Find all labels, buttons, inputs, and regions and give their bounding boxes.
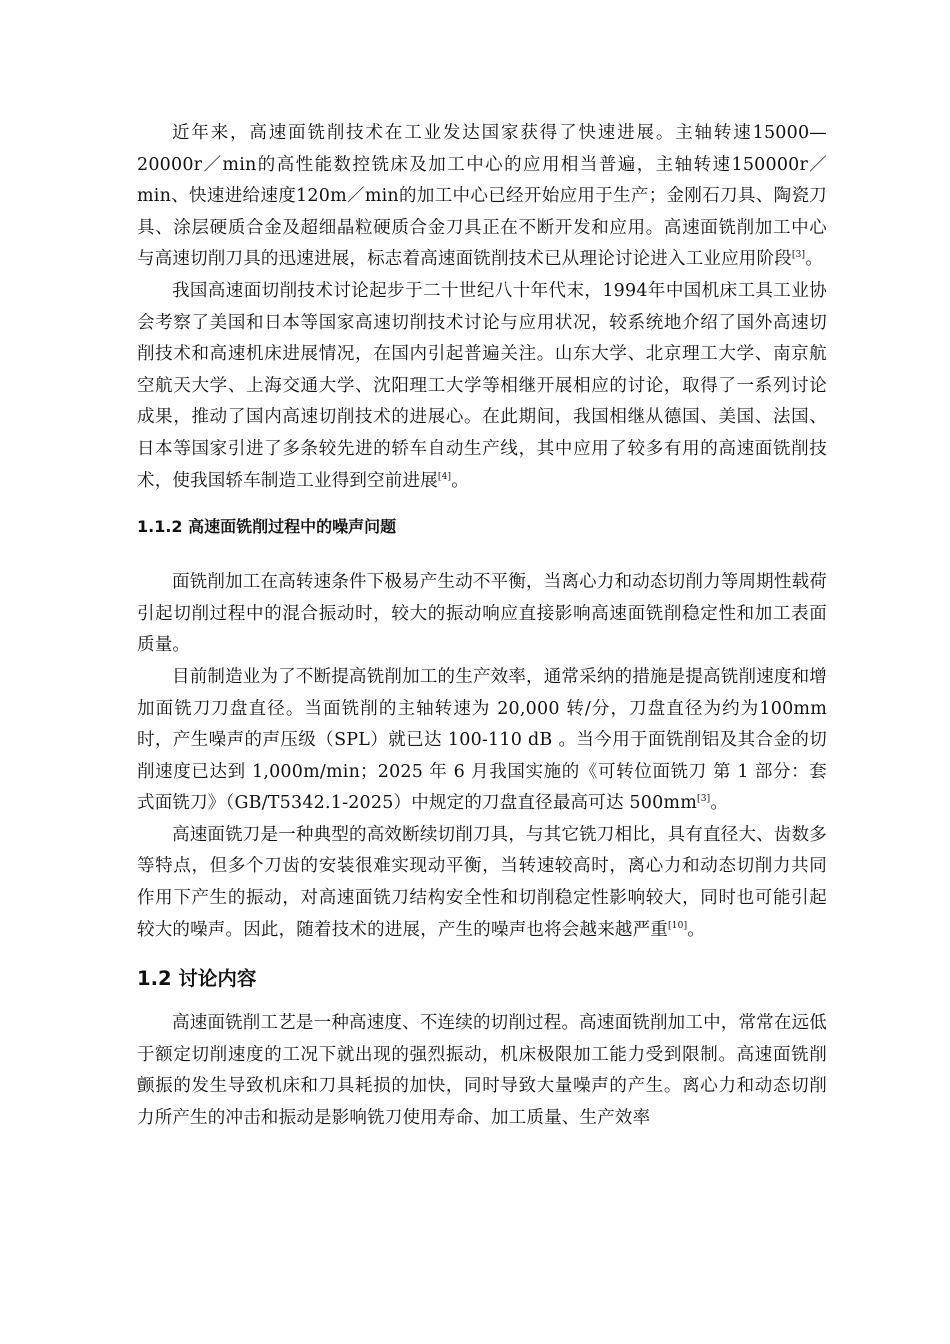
paragraph-tail: 。 [687, 919, 705, 940]
citation-ref: [10] [668, 920, 688, 931]
document-page [137, 118, 827, 1135]
paragraph-text: 目前制造业为了不断提高铣削加工的生产效率，通常采纳的措施是提高铣削速度和增加面铣刀刀盘直径。当面铣削的主轴转速为 20,000 转/分，刀盘直径为约为100mm 时，产生噪声的声压级（SPL）就已达 100-110 dB 。当今用于面铣削铝及其合金的切削速度已达到 1,000m/min；2025 年 6 月我国实施的《可转位面铣刀 第 1 部分：套式面铣刀》（GB/T5342.1-2025）中规定的刀盘直径最高可达 500mm [137, 666, 827, 814]
citation-ref: [3] [697, 794, 711, 805]
section-heading-1-2: 1.2 讨论内容 [137, 967, 257, 991]
paragraph-tail: 。 [805, 249, 823, 270]
paragraph-text: 高速面铣刀是一种典型的高效断续切削刀具，与其它铣刀相比，具有直径大、齿数多等特点，但多个刀齿的安装很难实现动平衡，当转速较高时，离心力和动态切削力共同作用下产生的振动，对高速面铣刀结构安全性和切削稳定性影响较大，同时也可能引起较大的噪声。因此，随着技术的进展，产生的噪声也将会越来越严重 [137, 824, 827, 940]
paragraph-imbalance [137, 567, 827, 662]
paragraph-tail: 。 [451, 470, 469, 491]
paragraph-face-mill-noise [137, 820, 827, 946]
citation-ref: [3] [791, 250, 806, 261]
citation-ref: [4] [437, 471, 452, 482]
paragraph-spindle-speed [137, 662, 827, 820]
section-heading-1-1-2: 1.1.2 高速面铣削过程中的噪声问题 [137, 517, 397, 537]
paragraph-text: 近年来，高速面铣削技术在工业发达国家获得了快速进展。主轴转速15000—20000r／min的高性能数控铣床及加工中心的应用相当普遍，主轴转速150000r／min、快速进给速度120m／min的加工中心已经开始应用于生产；金刚石刀具、陶瓷刀具、涂层硬质合金及超细晶粒硬质合金刀具正在不断开发和应用。高速面铣削加工中心与高速切削刀具的迅速进展，标志着高速面铣削技术已从理论讨论进入工业应用阶段 [137, 123, 827, 270]
paragraph-high-speed-development [137, 118, 827, 276]
paragraph-tail: 。 [710, 793, 729, 814]
paragraph-domestic-research [137, 276, 827, 497]
paragraph-text: 面铣削加工在高转速条件下极易产生动不平衡，当离心力和动态切削力等周期性载荷引起切削过程中的混合振动时，较大的振动响应直接影响高速面铣削稳定性和加工表面质量。 [137, 572, 827, 656]
paragraph-text: 我国高速面切削技术讨论起步于二十世纪八十年代末，1994年中国机床工具工业协会考察了美国和日本等国家高速切削技术讨论与应用状况，较系统地介绍了国外高速切削技术和高速机床进展情况，在国内引起普遍关注。山东大学、北京理工大学、南京航空航天大学、上海交通大学、沈阳理工大学等相继开展相应的讨论，取得了一系列讨论成果，推动了国内高速切削技术的进展心。在此期间，我国相继从德国、美国、法国、日本等国家引进了多条较先进的轿车自动生产线，其中应用了较多有用的高速面铣削技术，使我国轿车制造工业得到空前进展 [137, 280, 827, 491]
paragraph-research-content [137, 1008, 827, 1134]
paragraph-text: 高速面铣削工艺是一种高速度、不连续的切削过程。高速面铣削加工中，常常在远低于额定切削速度的工况下就出现的强烈振动，机床极限加工能力受到限制。高速面铣削颤振的发生导致机床和刀具耗损的加快，同时导致大量噪声的产生。离心力和动态切削力所产生的冲击和振动是影响铣刀使用寿命、加工质量、生产效率 [137, 1013, 827, 1129]
